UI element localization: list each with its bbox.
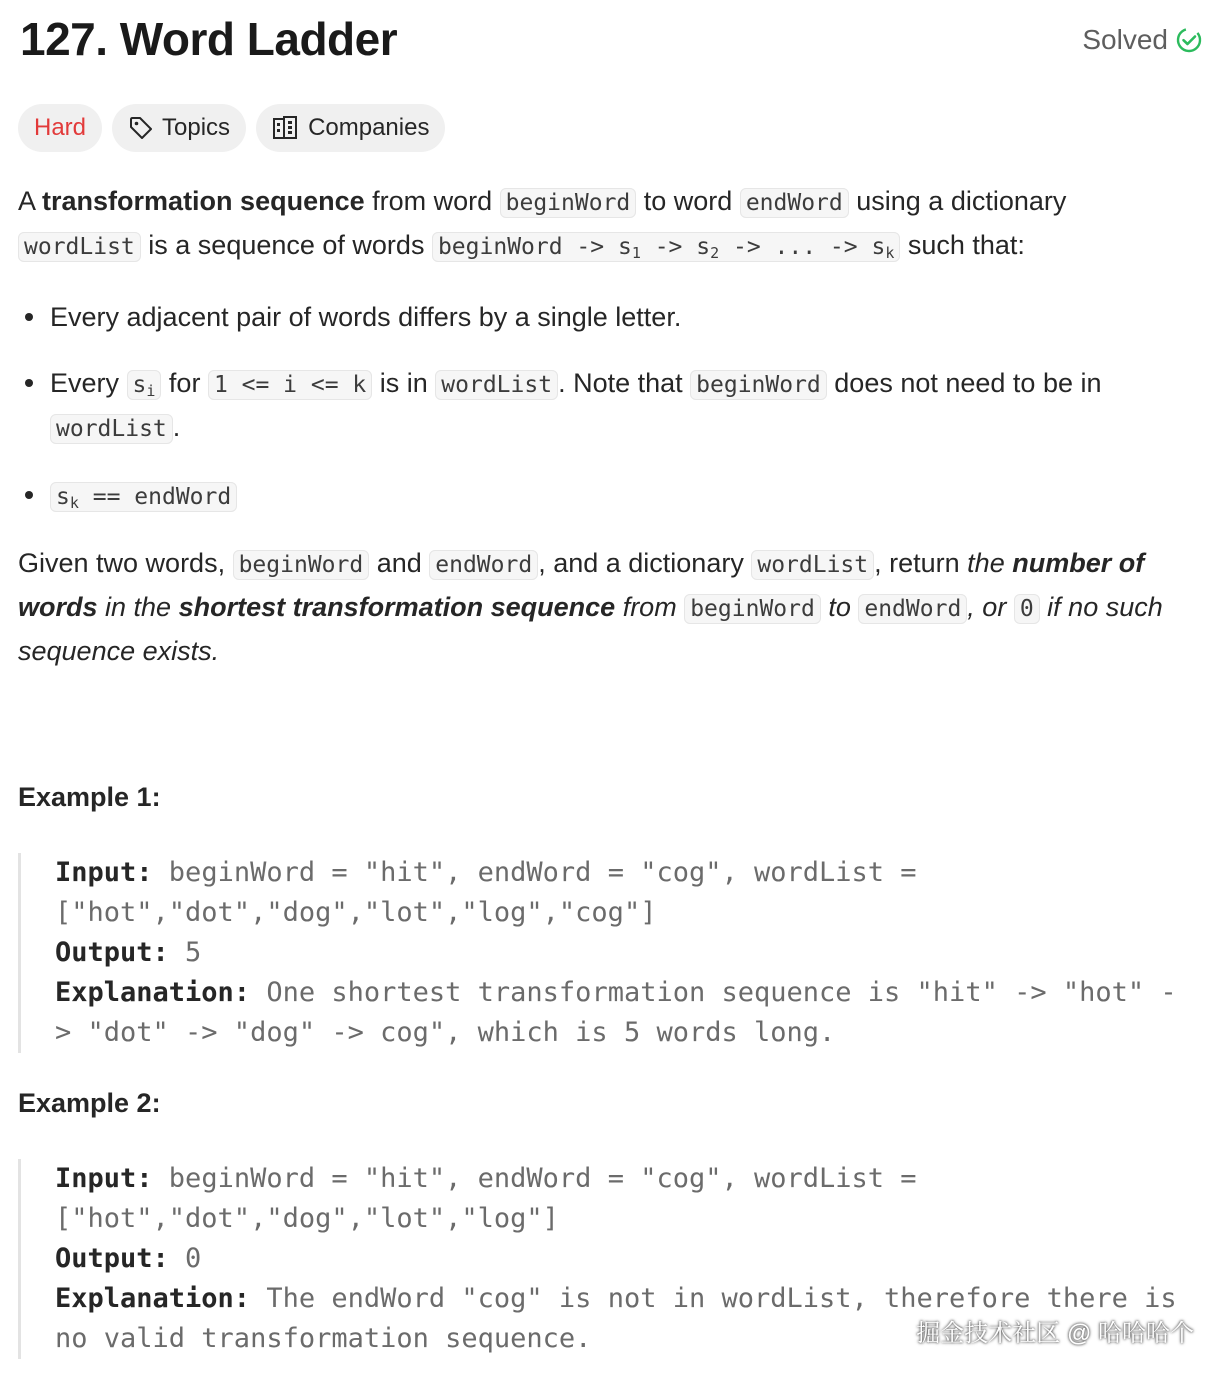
input-label: Input: [55,1163,153,1194]
list-item [18,296,1193,338]
explanation-value: The endWord "cog" is not in wordList, therefore there is no valid transformation sequence. [55,1283,1193,1354]
code-beginword: beginWord [684,594,821,624]
problem-title: 127. Word Ladder [20,13,398,65]
text: , and a dictionary [538,548,752,578]
text: -> s [640,234,711,260]
output-label: Output: [55,1243,169,1274]
text: if no such sequence exists. [18,592,1163,666]
text: Every adjacent pair of words differs by a single letter. [50,302,682,332]
check-circle-icon [1176,27,1202,53]
text: is a sequence of words [140,230,432,260]
bold-term: shortest transformation sequence [178,592,616,622]
condition-list [18,296,1193,518]
text: is in [372,368,436,398]
text: == endWord [78,484,232,510]
subscript: 1 [631,244,641,262]
code-zero: 0 [1014,594,1040,624]
text: -> ... -> s [719,234,886,260]
companies-label: Companies [308,114,430,141]
difficulty-label: Hard [34,114,87,141]
explanation-value: One shortest transformation sequence is "hit" -> "hot" -> "dot" -> "dog" -> cog", which is 5 words long. [55,977,1177,1048]
example-1-title: Example 1: [18,782,161,812]
code-sequence [432,232,900,262]
solved-status [1082,24,1202,56]
subscript: k [69,494,79,512]
tag-pills [18,104,445,152]
text: such that: [900,230,1025,260]
subscript: k [885,244,895,262]
topics-button[interactable] [112,104,246,152]
text: A [18,186,43,216]
bold-term: transformation sequence [42,186,365,216]
text: and [369,548,430,578]
text: Given two words, [18,548,233,578]
code-endword: endWord [858,594,967,624]
code-endword: endWord [429,550,538,580]
watermark: 掘金技术社区 @ 哈哈哈个 [916,1320,1194,1347]
problem-header [20,12,1202,72]
input-value: beginWord = "hit", endWord = "cog", wordList = ["hot","dot","dog","lot","log"] [55,1163,933,1234]
description-paragraph-2 [18,542,1193,672]
problem-description [18,180,1193,672]
output-label: Output: [55,937,169,968]
difficulty-badge[interactable] [18,104,102,152]
text: from word [364,186,500,216]
topics-label: Topics [162,114,231,141]
code-beginword: beginWord [233,550,370,580]
text: to word [636,186,740,216]
text: using a dictionary [848,186,1067,216]
text: Every [50,368,127,398]
text: . Note that [558,368,691,398]
code-endword: endWord [740,188,849,218]
text: to [820,592,859,622]
code-range: 1 <= i <= k [208,370,372,400]
example-1-block [18,853,1188,1053]
tag-icon [128,115,154,141]
code-wordlist: wordList [18,232,141,262]
bold-term: number of words [18,548,1145,622]
text: , return [874,548,968,578]
list-item [18,474,1193,518]
companies-button[interactable] [256,104,445,152]
subscript: i [146,382,156,400]
text: s [56,484,70,510]
text: for [161,368,208,398]
explanation-label: Explanation: [55,977,251,1008]
code-sk-equals-endword [50,482,237,512]
list-item [18,362,1193,450]
code-wordlist: wordList [751,550,874,580]
output-value: 5 [168,937,202,968]
solved-label: Solved [1082,24,1168,55]
description-paragraph-1 [18,180,1193,268]
code-wordlist: wordList [435,370,558,400]
output-value: 0 [168,1243,202,1274]
explanation-label: Explanation: [55,1283,251,1314]
building-icon [272,115,300,141]
text: does not need to be in [826,368,1102,398]
text: in the [97,592,179,622]
text: . [172,412,181,442]
input-label: Input: [55,857,153,888]
code-wordlist: wordList [50,414,173,444]
text: from [615,592,685,622]
text: , or [967,592,1014,622]
code-si [127,370,162,400]
text: beginWord -> s [437,234,632,260]
code-beginword: beginWord [500,188,637,218]
text: the [967,548,1013,578]
input-value: beginWord = "hit", endWord = "cog", wordList = ["hot","dot","dog","lot","log","cog"] [55,857,933,928]
code-beginword: beginWord [690,370,827,400]
text: s [132,372,147,398]
example-2-title: Example 2: [18,1088,161,1118]
subscript: 2 [710,244,720,262]
